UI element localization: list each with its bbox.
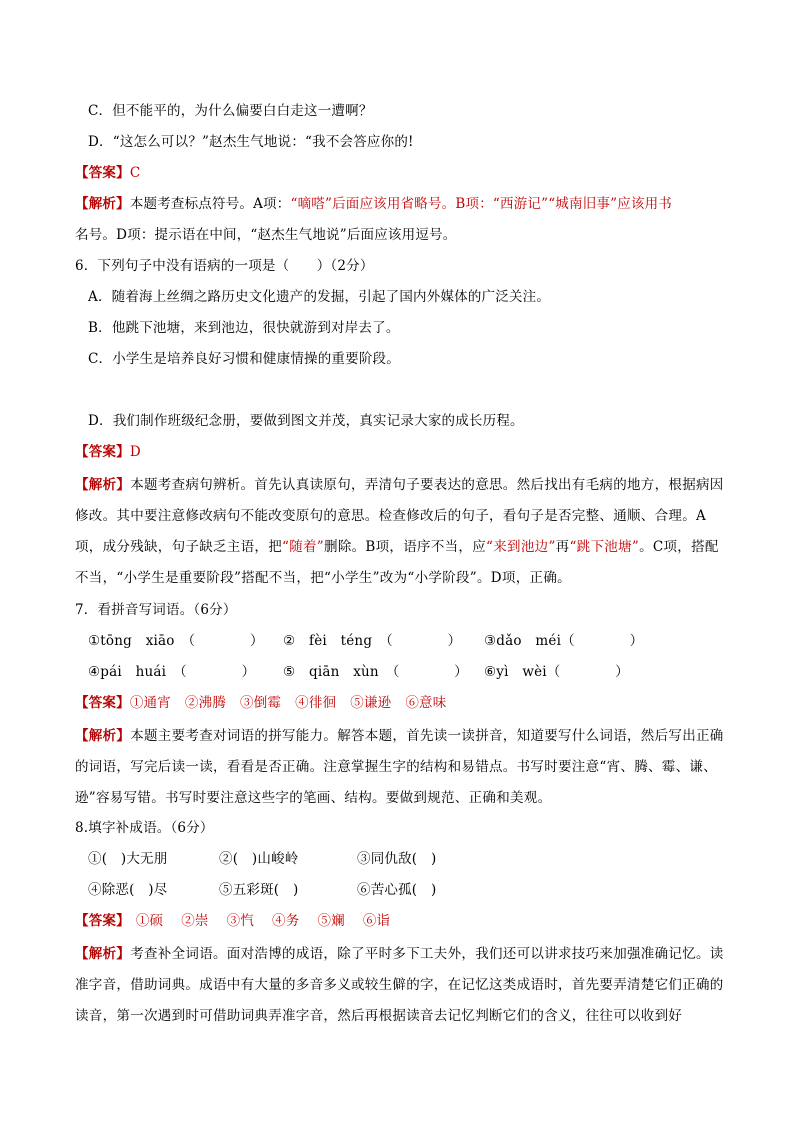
analysis-highlight: “来到池边” [486,539,556,555]
analysis-highlight: “随着” [282,539,325,555]
answer-label: 【答案】 [75,695,130,711]
q8-idiom-3: ③同仇敌( ) [357,851,437,867]
q8-idiom-5: ⑤五彩斑( ) [219,882,299,898]
analysis-text: 删除。B项，语序不当，应 [324,539,487,555]
answer-item: ②沸腾 [184,695,227,711]
analysis-text: 本题主要考查对词语的拼写能力。解答本题，首先读一读拼音，知道要写什么词语，然后写出正确的词语，写完后读一读，看看是否正确。注意掌握生字的结构和易错点。书写时要注意“宵、腾、霉、谦、逊”容易写错。书写时要注意这些字的笔画、结构。要做到规范、正确和美观。 [75,728,724,806]
answer-item: ⑥诣 [362,913,391,929]
q7-pinyin-3: ③dǎo méi（ ） [484,633,644,649]
answer-value: D [129,444,141,460]
analysis-text: 本题考查标点符号。A项： [129,196,291,212]
analysis-text: 考查补全词语。面对浩博的成语，除了平时多下工夫外，我们还可以讲求技巧来加强准确记忆。读准字音，借助词典。成语中有大量的多音多义或较生僻的字，在记忆这类成语时，首先要弄清楚它们正确的读音，第一次遇到时可借助词典弄准字音，然后再根据读音去记忆判断它们的含义，往往可以收到好 [75,946,724,1024]
answer-item: ②崇 [181,913,209,929]
analysis-text: 再 [555,539,570,555]
answer-item: ⑤谦逊 [350,695,392,711]
answer-item: ⑥意味 [405,695,447,711]
q5-analysis-line1 [75,194,672,214]
q5-analysis-line2: 名号。D项：提示语在中间，“赵杰生气地说”后面应该用逗号。 [75,227,457,243]
q8-idiom-2: ②( )山峻岭 [219,851,299,867]
answer-item: ④务 [272,913,300,929]
q7-answer [75,693,446,713]
q7-analysis [75,721,725,814]
answer-item: ④徘徊 [295,695,337,711]
answer-value: C [129,165,141,181]
q8-answer [75,911,390,931]
analysis-text: 本题考查病句辨析。首先认真读原句，弄清句子要表达的意思。然后找出有毛病的地方，根据病因修改。其中要注意修改病句不能改变原句的意思。检查修改后的句子，看句子是否完整、通顺、合理。A项，成分残缺，句子缺乏主语，把 [75,477,724,555]
q6-stem: 6．下列句子中没有语病的一项是（ ）（2分） [75,258,374,274]
q7-pinyin-2: ② fèi téng （ ） [283,633,462,649]
q6-analysis [75,470,725,594]
answer-label: 【答案】 [75,444,130,460]
q5-option-c: C．但不能平的，为什么偏要白白走这一遭啊？ [88,103,373,119]
q7-pinyin-1: ①tōng xiāo （ ） [88,633,264,649]
q6-option-a: A．随着海上丝绸之路历史文化遗产的发掘，引起了国内外媒体的广泛关注。 [88,289,551,305]
q6-option-d: D．我们制作班级纪念册，要做到图文并茂，真实记录大家的成长历程。 [88,413,524,429]
q6-option-c: C．小学生是培养良好习惯和健康情操的重要阶段。 [88,351,400,367]
q8-idiom-6: ⑥苦心孤( ) [357,882,437,898]
q5-option-d: D．“这怎么可以？”赵杰生气地说：“我不会答应你的! [88,134,414,150]
analysis-label: 【解析】 [75,477,131,493]
analysis-label: 【解析】 [75,196,130,212]
analysis-label: 【解析】 [75,728,131,744]
q7-pinyin-4: ④pái huái （ ） [88,664,256,680]
q8-idiom-4: ④除恶( )尽 [88,882,168,898]
analysis-highlight: “嘀嗒”后面应该用省略号。B项： [290,196,493,212]
q8-analysis [75,939,725,1032]
answer-item: ①通宵 [129,695,171,711]
analysis-highlight: “西游记”“城南旧事”应该用书 [492,196,673,212]
analysis-text: 。C项，搭配不当，“小学生是重要阶段”搭配不当，把“小学生”改为“小学阶段”。D项，正确。 [75,539,719,586]
q7-pinyin-5: ⑤ qiān xùn （ ） [283,664,468,680]
analysis-label: 【解析】 [75,946,131,962]
q8-idiom-1: ①( )大无朋 [88,851,168,867]
q5-answer [75,163,140,183]
answer-label: 【答案】 [75,165,130,181]
q7-pinyin-6: ⑥yì wèi（ ） [484,664,630,680]
answer-item: ⑤斓 [317,913,345,929]
answer-item: ①硕 [135,913,164,929]
q8-stem: 8.填字补成语。（6分） [75,820,214,836]
q7-stem: 7．看拼音写词语。（6分） [75,602,237,618]
answer-item: ③倒霉 [240,695,282,711]
answer-label: 【答案】 [75,913,130,929]
q6-option-b: B．他跳下池塘，来到池边，很快就游到对岸去了。 [88,320,400,336]
analysis-highlight: “跳下池塘” [569,539,640,555]
q6-answer [75,442,141,462]
answer-item: ③忾 [226,913,255,929]
